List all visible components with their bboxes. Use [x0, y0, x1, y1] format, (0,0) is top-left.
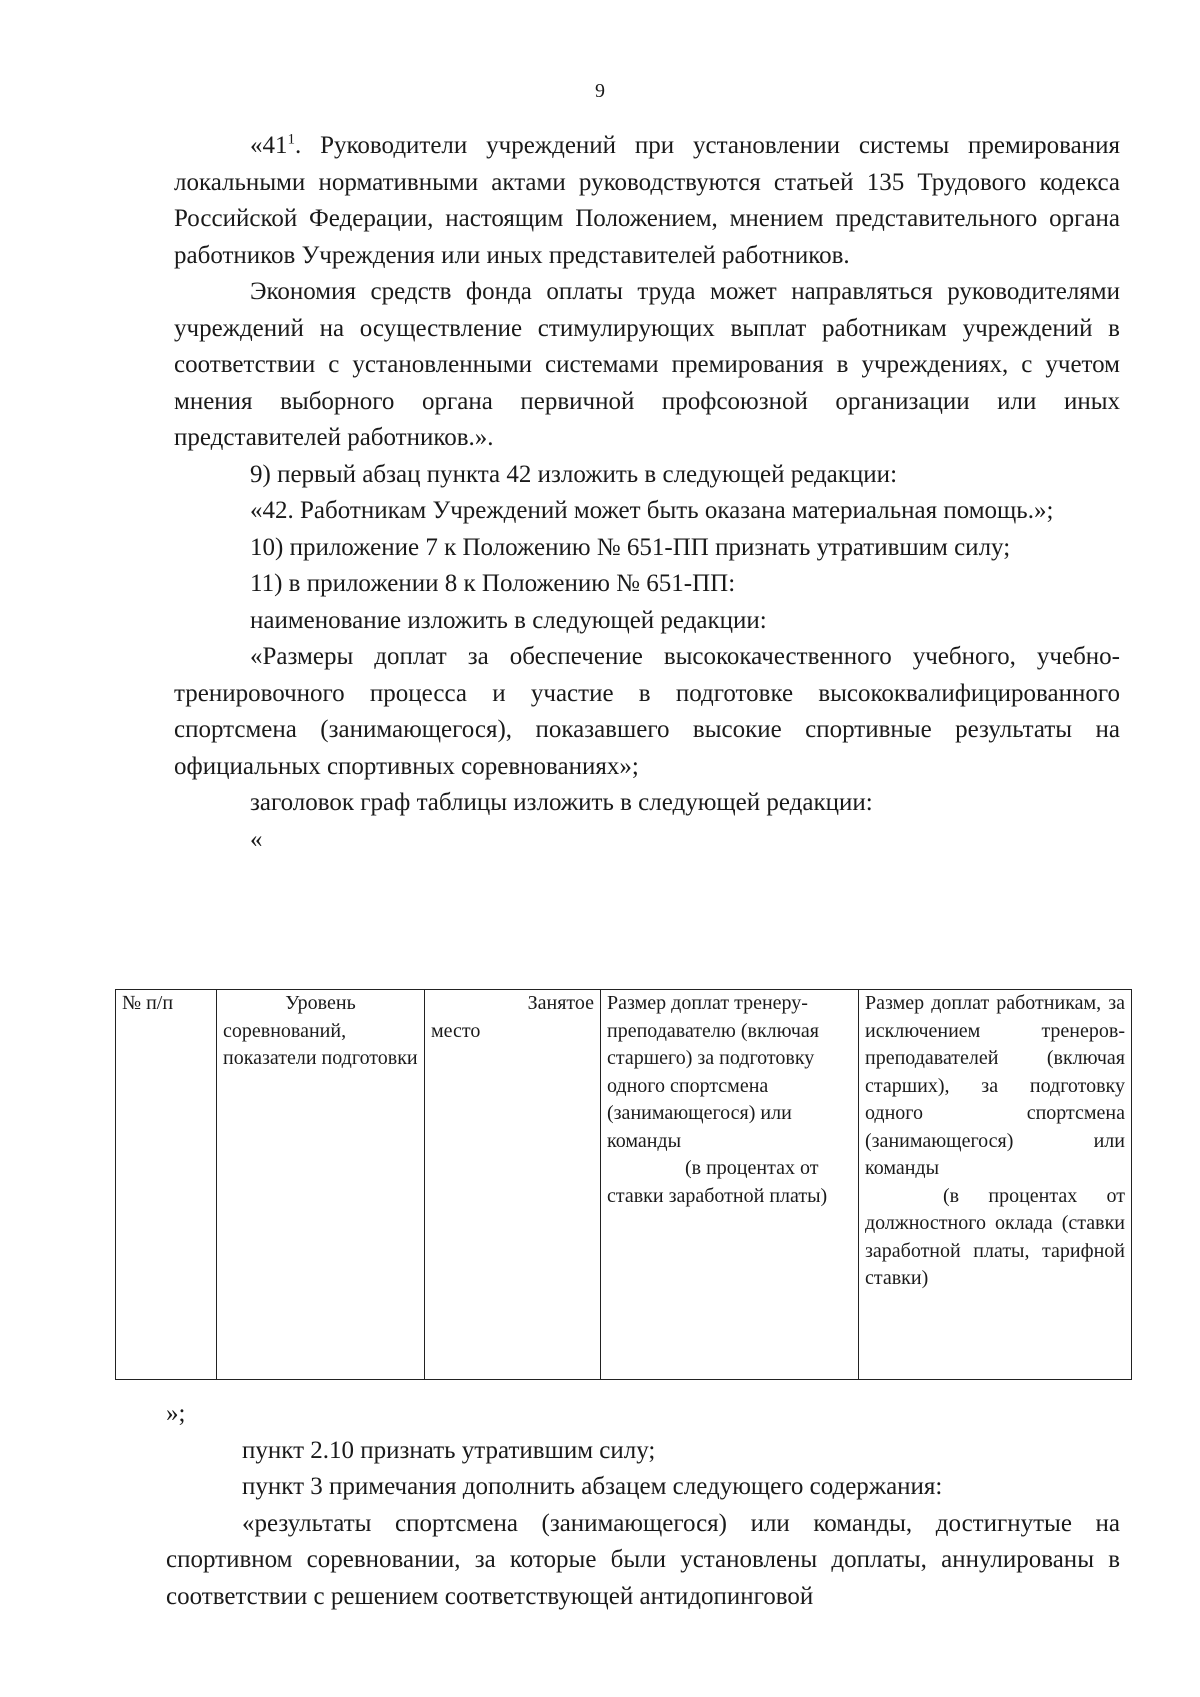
header-number: [116, 990, 217, 1380]
paragraph-41-1-start: «41: [250, 132, 288, 159]
item-10: 10) приложение 7 к Положению № 651-ПП признать утратившим силу;: [250, 533, 1011, 561]
superscript: 1: [287, 131, 295, 148]
header-place-line2: место: [431, 1019, 481, 1042]
note-item-3: пункт 3 примечания дополнить абзацем следующего содержания:: [242, 1473, 943, 1500]
main-text: [174, 128, 1120, 858]
item-2-10: пункт 2.10 признать утратившим силу;: [242, 1436, 656, 1464]
header-staff-pay: [859, 990, 1132, 1380]
paragraph-sizes: «Размеры доплат за обеспечение высококачественного учебного, учебно-тренировочного процесса и участие в подготовке высококвалифицированного спортсмена (занимающегося), показавшего высокие спортивные результаты на официальных спортивных соревнованиях»;: [174, 643, 1120, 780]
header-level: [217, 990, 425, 1380]
table-header-statement: заголовок граф таблицы изложить в следующей редакции:: [250, 789, 873, 816]
item-9: 9) первый абзац пункта 42 изложить в следующей редакции:: [250, 460, 898, 488]
header-coach-pay-main: Размер доплат тренеру-преподавателю (включая старшего) за подготовку одного спортсмена (занимающегося) или команды: [607, 992, 819, 1152]
column-header-table: [115, 989, 1132, 1380]
paragraph-economy: Экономия средств фонда оплаты труда может направляться руководителями учреждений на осуществление стимулирующих выплат работникам учреждений в соответствии с установленными системами премирования в учреждениях, с учетом мнения выборного органа первичной профсоюзной организации или иных представителей работников.».: [174, 278, 1120, 451]
paragraph-41-1-text: . Руководители учреждений при установлении системы премирования локальными нормативными актами руководствуются статьей 135 Трудового кодекса Российской Федерации, настоящим Положением, мнением представительного органа работников Учреждения или иных представителей работников.: [174, 132, 1120, 269]
header-level-line1: Уровень: [285, 992, 356, 1014]
table-row: [116, 990, 1132, 1380]
paragraph-42: «42. Работникам Учреждений может быть оказана материальная помощь.»;: [250, 497, 1054, 524]
table-quote-close: »;: [166, 1400, 186, 1427]
text-after-table: [166, 1396, 1120, 1615]
name-statement: наименование изложить в следующей редакции:: [250, 606, 767, 634]
header-place-line1: Занятое: [527, 992, 594, 1014]
paragraph-results: «результаты спортсмена (занимающегося) или команды, достигнутые на спортивном соревновании, за которые были установлены доплаты, аннулированы в соответствии с решением соответствующей антидопинговой: [166, 1509, 1120, 1610]
page-number: 9: [595, 80, 605, 102]
paragraph-41-1: [174, 128, 1120, 274]
header-level-rest: соревнований, показатели подготовки: [223, 1019, 418, 1069]
table-quote-open: «: [250, 825, 263, 853]
header-staff-pay-main: Размер доплат работникам, за исключением тренеров-преподавателей (включая старших), за подготовку одного спортсмена (занимающегося) или команды: [865, 992, 1125, 1179]
header-number-label: № п/п: [122, 992, 174, 1014]
header-coach-pay: [601, 990, 859, 1380]
header-coach-pay-note: (в процентах от ставки заработной платы): [607, 1157, 828, 1207]
item-11: 11) в приложении 8 к Положению № 651-ПП:: [250, 570, 736, 597]
header-place: [425, 990, 601, 1380]
header-staff-pay-note: (в процентах от должностного оклада (ставки заработной платы, тарифной ставки): [865, 1184, 1125, 1289]
